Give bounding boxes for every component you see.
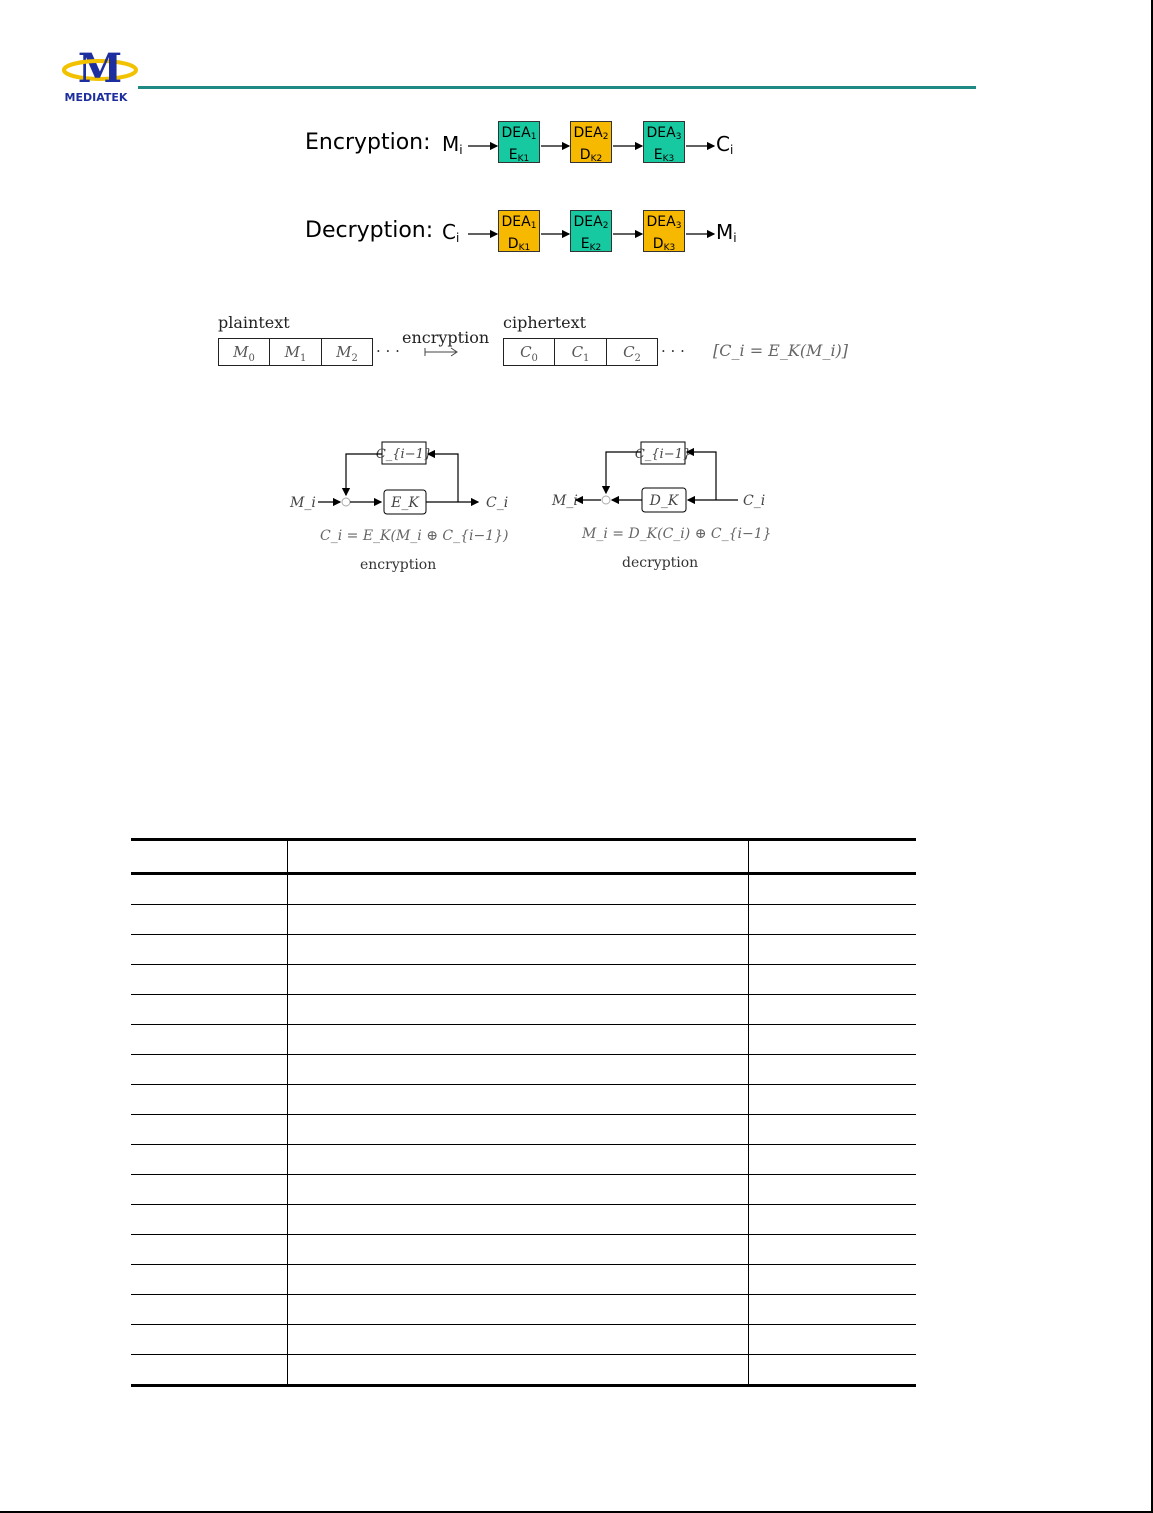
table-cell bbox=[287, 1145, 749, 1175]
dec-caption: decryption bbox=[622, 555, 699, 571]
table-cell bbox=[131, 1025, 287, 1055]
table-cell bbox=[287, 1355, 749, 1386]
table-row bbox=[131, 1325, 916, 1355]
dec-input: C_i bbox=[743, 493, 766, 509]
table-cell bbox=[287, 905, 749, 935]
table-cell bbox=[749, 1055, 916, 1085]
enc-cipher-box: E_K bbox=[391, 495, 419, 511]
table-cell bbox=[287, 1025, 749, 1055]
table-cell bbox=[131, 1145, 287, 1175]
plaintext-block: $M_2$ bbox=[321, 338, 373, 366]
dec-output: M_i bbox=[552, 493, 578, 509]
ciphertext-block: $C_1$ bbox=[554, 338, 607, 366]
table-cell bbox=[131, 935, 287, 965]
table-cell bbox=[287, 1235, 749, 1265]
table-cell bbox=[749, 1025, 916, 1055]
table-cell bbox=[287, 1055, 749, 1085]
table-cell bbox=[749, 1085, 916, 1115]
dec-cipher-box: D_K bbox=[649, 493, 679, 509]
table-cell bbox=[749, 1145, 916, 1175]
table-cell bbox=[131, 995, 287, 1025]
logo-text: MEDIATEK bbox=[64, 91, 128, 104]
table-cell bbox=[131, 905, 287, 935]
decryption-input: $C_i$ bbox=[442, 220, 460, 245]
table-row bbox=[131, 995, 916, 1025]
table-cell bbox=[131, 1055, 287, 1085]
table-row bbox=[131, 1295, 916, 1325]
table-cell bbox=[131, 874, 287, 905]
table-cell bbox=[287, 965, 749, 995]
enc-stage-3: $DEA_3$ $E_{K3}$ bbox=[643, 121, 685, 163]
table-cell bbox=[131, 1265, 287, 1295]
dec-stage-3: $DEA_3$ $D_{K3}$ bbox=[643, 210, 685, 252]
table-cell bbox=[749, 874, 916, 905]
plaintext-ellipsis: · · · bbox=[376, 342, 400, 360]
table-row bbox=[131, 1115, 916, 1145]
plaintext-block: $M_1$ bbox=[269, 338, 322, 366]
enc-stage-2: $DEA_2$ $D_{K2}$ bbox=[570, 121, 612, 163]
enc-feedback-box: C_{i−1} bbox=[375, 447, 433, 462]
table-cell bbox=[287, 1085, 749, 1115]
table-cell bbox=[287, 1325, 749, 1355]
table-cell bbox=[131, 965, 287, 995]
table-cell bbox=[131, 1355, 287, 1386]
header-rule bbox=[138, 86, 976, 89]
cbc-diagram bbox=[280, 432, 780, 582]
table-row bbox=[131, 1205, 916, 1235]
table-cell bbox=[749, 1295, 916, 1325]
table-cell bbox=[749, 1235, 916, 1265]
table-cell bbox=[287, 1205, 749, 1235]
table-cell bbox=[287, 1175, 749, 1205]
table-header-cell bbox=[287, 840, 749, 874]
cbc-encryption bbox=[289, 442, 509, 573]
plaintext-block: $M_0$ bbox=[218, 338, 270, 366]
encryption-arrow-label: encryption bbox=[402, 328, 490, 347]
enc-input: M_i bbox=[290, 495, 316, 511]
table-row bbox=[131, 1265, 916, 1295]
cbc-decryption bbox=[551, 442, 772, 571]
enc-formula: C_i = E_K(M_i ⊕ C_{i−1}) bbox=[320, 528, 509, 544]
table-body bbox=[131, 874, 916, 1386]
table-cell bbox=[131, 1175, 287, 1205]
dec-formula: M_i = D_K(C_i) ⊕ C_{i−1} bbox=[582, 526, 772, 542]
ciphertext-label: ciphertext bbox=[503, 313, 587, 332]
table-cell bbox=[131, 1235, 287, 1265]
dec-feedback-box: C_{i−1} bbox=[634, 447, 692, 462]
plaintext-label: plaintext bbox=[218, 313, 290, 332]
table-cell bbox=[749, 1205, 916, 1235]
decryption-output: $M_i$ bbox=[716, 220, 737, 245]
table-row bbox=[131, 1055, 916, 1085]
ecb-formula: [C_i = E_K(M_i)] bbox=[713, 341, 849, 360]
table-row bbox=[131, 1145, 916, 1175]
table-cell bbox=[749, 1355, 916, 1386]
mediatek-logo bbox=[62, 46, 142, 104]
table-cell bbox=[749, 1265, 916, 1295]
ciphertext-block: $C_0$ bbox=[503, 338, 555, 366]
table-row bbox=[131, 874, 916, 905]
table-header-cell bbox=[749, 840, 916, 874]
decryption-label: Decryption: bbox=[305, 218, 434, 243]
table-cell bbox=[287, 874, 749, 905]
table-cell bbox=[749, 1325, 916, 1355]
table-header-row bbox=[131, 840, 916, 874]
maps-to-arrow bbox=[424, 346, 460, 358]
table-cell bbox=[287, 1295, 749, 1325]
dec-stage-2: $DEA_2$ $E_{K2}$ bbox=[570, 210, 612, 252]
table-header-cell bbox=[131, 840, 287, 874]
table-cell bbox=[749, 1115, 916, 1145]
logo-letter: M bbox=[77, 46, 123, 92]
table-row bbox=[131, 1355, 916, 1386]
encryption-input: $M_i$ bbox=[442, 132, 463, 157]
table-cell bbox=[131, 1325, 287, 1355]
table-cell bbox=[131, 1085, 287, 1115]
table-cell bbox=[131, 1115, 287, 1145]
table-cell bbox=[287, 935, 749, 965]
encryption-arrows bbox=[460, 136, 720, 156]
dec-stage-1: $DEA_1$ $D_{K1}$ bbox=[498, 210, 540, 252]
table-cell bbox=[131, 1205, 287, 1235]
table-cell bbox=[749, 905, 916, 935]
table-cell bbox=[749, 1175, 916, 1205]
table-cell bbox=[749, 995, 916, 1025]
table-cell bbox=[131, 1295, 287, 1325]
table-cell bbox=[749, 965, 916, 995]
table-row bbox=[131, 935, 916, 965]
table-row bbox=[131, 965, 916, 995]
encryption-output: $C_i$ bbox=[716, 132, 734, 157]
enc-stage-1: $DEA_1$ $E_{K1}$ bbox=[498, 121, 540, 163]
table-row bbox=[131, 1235, 916, 1265]
table-row bbox=[131, 1085, 916, 1115]
table-row bbox=[131, 905, 916, 935]
enc-caption: encryption bbox=[360, 557, 437, 573]
table-row bbox=[131, 1175, 916, 1205]
table-cell bbox=[749, 935, 916, 965]
ciphertext-ellipsis: · · · bbox=[661, 342, 685, 360]
ciphertext-block: $C_2$ bbox=[606, 338, 658, 366]
table-cell bbox=[287, 1265, 749, 1295]
empty-table bbox=[131, 838, 916, 1387]
decryption-arrows bbox=[460, 224, 720, 244]
table-cell bbox=[287, 995, 749, 1025]
table-cell bbox=[287, 1115, 749, 1145]
encryption-label: Encryption: bbox=[305, 130, 431, 155]
table-row bbox=[131, 1025, 916, 1055]
enc-output: C_i bbox=[486, 495, 509, 511]
